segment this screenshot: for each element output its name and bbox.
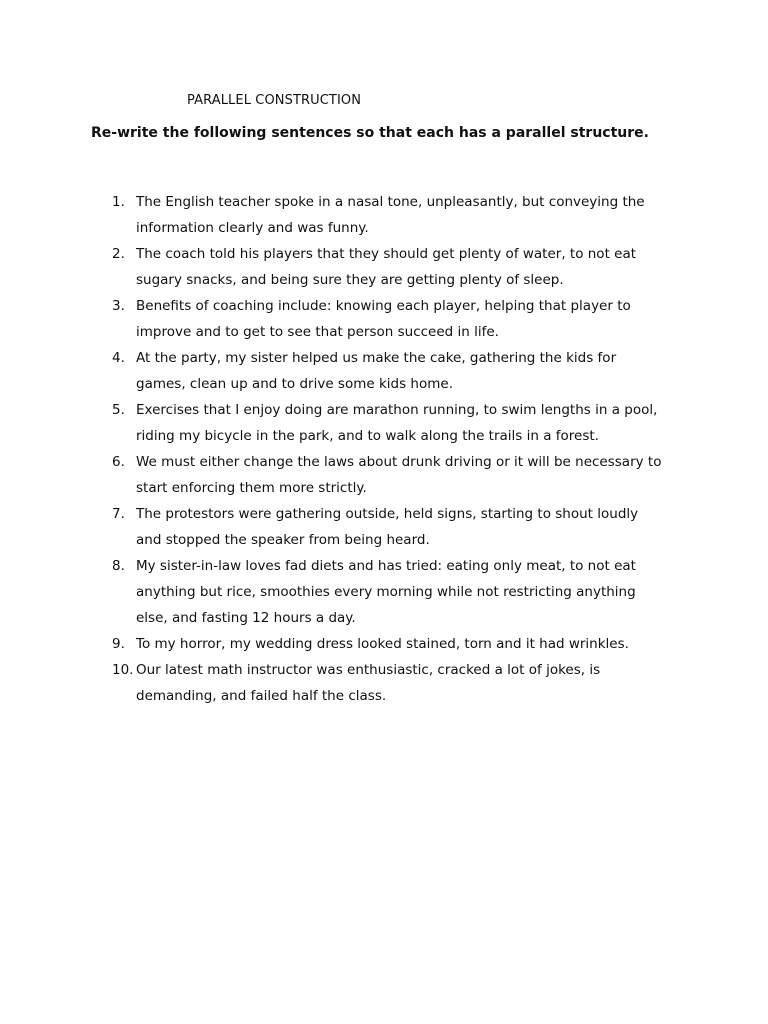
item-text: To my horror, my wedding dress looked stained, torn and it had wrinkles. [136, 636, 629, 652]
item-number: 4. [112, 350, 125, 366]
item-number: 7. [112, 506, 125, 522]
list-item [0, 345, 768, 397]
document-title: PARALLEL CONSTRUCTION [187, 93, 362, 108]
item-number: 5. [112, 402, 125, 418]
item-text: The protestors were gathering outside, held signs, starting to shout loudly and stopped the speaker from being heard. [136, 506, 639, 548]
item-text: At the party, my sister helped us make the cake, gathering the kids for games, clean up and to drive some kids home. [136, 350, 617, 392]
list-item [0, 657, 768, 709]
list-item [0, 553, 768, 631]
list-item [0, 241, 768, 293]
item-text: The English teacher spoke in a nasal tone, unpleasantly, but conveying the information clearly and was funny. [136, 194, 645, 236]
item-text: Exercises that I enjoy doing are marathon running, to swim lengths in a pool, riding my bicycle in the park, and to walk along the trails in a forest. [136, 402, 658, 444]
item-number: 2. [112, 246, 125, 262]
list-item [0, 501, 768, 553]
item-text: Our latest math instructor was enthusiastic, cracked a lot of jokes, is demanding, and failed half the class. [136, 662, 601, 704]
item-number: 8. [112, 558, 125, 574]
item-number: 1. [112, 194, 125, 210]
item-text: My sister-in-law loves fad diets and has tried: eating only meat, to not eat anything but rice, smoothies every morning while not restricting anything else, and fasting 12 hours a day. [136, 558, 636, 626]
item-text: Benefits of coaching include: knowing each player, helping that player to improve and to get to see that person succeed in life. [136, 298, 631, 340]
item-number: 9. [112, 636, 125, 652]
instruction-text: Re-write the following sentences so that each has a parallel structure. [91, 125, 649, 141]
item-text: We must either change the laws about drunk driving or it will be necessary to start enforcing them more strictly. [136, 454, 662, 496]
sentence-list [0, 189, 768, 709]
item-number: 10. [112, 662, 134, 678]
list-item [0, 293, 768, 345]
item-text: The coach told his players that they should get plenty of water, to not eat sugary snacks, and being sure they are getting plenty of sleep. [136, 246, 637, 288]
list-item [0, 449, 768, 501]
item-number: 6. [112, 454, 125, 470]
list-item [0, 397, 768, 449]
list-item [0, 631, 768, 657]
list-item [0, 189, 768, 241]
item-number: 3. [112, 298, 125, 314]
